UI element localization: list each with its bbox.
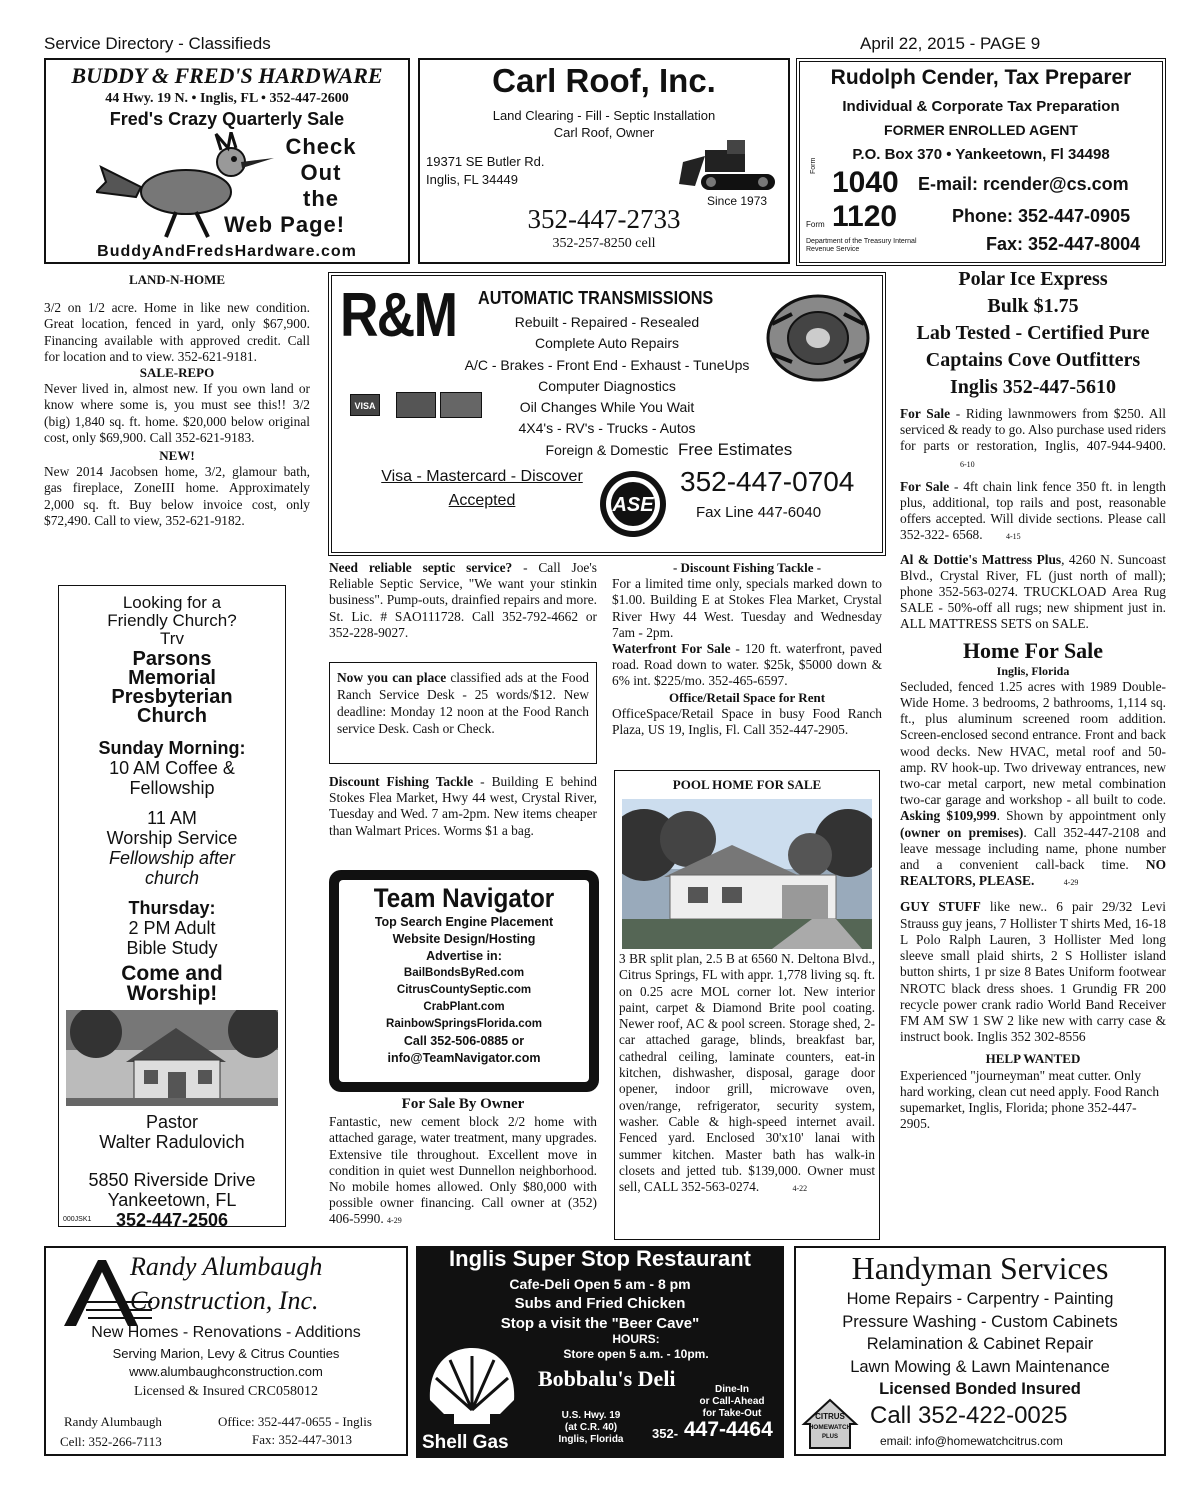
- inglis-dine-3: for Take-Out: [702, 1408, 762, 1419]
- date-page: April 22, 2015 - PAGE 9: [860, 34, 1041, 53]
- badge-plus: PLUS: [821, 1434, 838, 1440]
- handyman-call: Call 352-422-0025: [870, 1402, 1068, 1429]
- rudolph-fax: Fax: 352-447-8004: [986, 234, 1141, 254]
- carl-services: Land Clearing - Fill - Septic Installation: [492, 108, 716, 123]
- inglis-hours-label: HOURS:: [612, 1332, 660, 1346]
- inglis-hours: Store open 5 a.m. - 10pm.: [563, 1347, 709, 1361]
- out-line: Out: [300, 160, 342, 185]
- carl-title: Carl Roof, Inc.: [492, 62, 716, 99]
- waterfront-lead: Waterfront For Sale: [612, 641, 731, 657]
- fsbo-text: Fantastic, new cement block 2/2 home with attached garage, water treatment, many upgrades. Extensive tile throughout. Excellent move in condition in quiet west Dunnellon neighborhood. No mobile homes allowed. Only $80,000 with possible owner financing. Call owner at (352) 406-5990.: [329, 1114, 597, 1227]
- mowers-lead: For Sale: [900, 406, 951, 421]
- team-line-2: Website Design/Hosting: [392, 932, 536, 946]
- home-sale-text-3: . Call 352-447-2108 and leave message including name, phone number and a convenient call-back time.: [900, 824, 1166, 873]
- rm-title: AUTOMATIC TRANSMISSIONS: [478, 288, 714, 308]
- carl-owner: Carl Roof, Owner: [553, 125, 655, 140]
- randy-office: Office: 352-447-0655 - Inglis: [218, 1414, 372, 1429]
- land-n-home-text-3: New 2014 Jacobsen home, 3/2, glamour bath, gas fireplace, ZoneIII home. Approximately 2,000 sq. ft. Buy below invoice cost, only $72,490. Call to view, 352-621-9182.: [44, 464, 310, 528]
- home-sale-no-realtors: NO REALTORS, PLEASE.: [900, 857, 1166, 889]
- guy-stuff-lead: GUY STUFF: [900, 899, 981, 915]
- inglis-phone: 447-4464: [684, 1418, 773, 1441]
- rm-services: [442, 312, 772, 461]
- office-text: OfficeSpace/Retail Space in busy Food Ranch Plaza, US 19, Inglis, Fl. Call 352-447-2905.: [612, 705, 882, 738]
- inglis-super-stop-ad: [416, 1246, 784, 1458]
- church-thursday-2: Bible Study: [126, 938, 218, 958]
- team-line-6: CrabPlant.com: [423, 1001, 505, 1013]
- church-address-2: Yankeetown, FL: [107, 1190, 237, 1210]
- shell-gas: Shell Gas: [422, 1432, 509, 1453]
- rudolph-cender-ad: [796, 58, 1166, 266]
- land-n-home-text-2: Never lived in, almost new. If you own land or know where some is, you must see this!! 3/2 (big) 1,840 sq. ft. home. $20,000 below original cost, only $69,900. Call 352-621-9183.: [44, 381, 310, 445]
- church-thursday: Thursday:: [128, 898, 216, 918]
- polar-ice-ad: [898, 266, 1168, 401]
- church-looking: Looking for a: [122, 593, 222, 612]
- fence-code: 4-15: [1005, 532, 1021, 542]
- rudolph-title: Rudolph Cender, Tax Preparer: [830, 66, 1132, 89]
- church-name-1: Parsons: [132, 648, 212, 670]
- waterfront-text: - 120 ft. waterfront, paved road. Road down to water. $25k, $5000 down & 6% int. $225/mo. 352-465-6597.: [612, 641, 882, 689]
- church-sunday-3: 11 AM: [147, 808, 197, 828]
- fence-lead: For Sale: [900, 478, 950, 494]
- visa-card-icon: VISA: [350, 394, 380, 416]
- badge-citrus: CITRUS: [815, 1412, 845, 1421]
- discount-tackle-text: - Building E behind Stokes Flea Market, Hwy 44 west, Crystal River, Tuesday and Wed. 7 am-2pm. New items cheaper than Walmart Prices. Worms $1 a bag.: [329, 774, 597, 838]
- pool-code: 4-22: [792, 1184, 808, 1194]
- randy-fax: Fax: 352-447-3013: [252, 1432, 353, 1447]
- randy-alumbaugh-ad: [44, 1246, 408, 1456]
- pool-home-ad: [614, 770, 880, 1240]
- inglis-line-1: Cafe-Deli Open 5 am - 8 pm: [509, 1276, 691, 1292]
- rm-fax: Fax Line 447-6040: [696, 504, 822, 521]
- inglis-line-3: Stop a visit the "Beer Cave": [500, 1315, 700, 1332]
- rudolph-email: E-mail: rcender@cs.com: [918, 174, 1129, 194]
- randy-line-1: New Homes - Renovations - Additions: [91, 1324, 361, 1341]
- handyman-line-1: Home Repairs - Carpentry - Painting: [846, 1290, 1114, 1308]
- pool-home-photo: [622, 799, 872, 949]
- church-try: Trv: [160, 629, 184, 648]
- church-name-2: Memorial: [128, 667, 216, 689]
- team-line-5: CitrusCountySeptic.com: [396, 984, 532, 996]
- heading-land-n-home: LAND-N-HOME: [128, 272, 226, 287]
- team-line-1: Top Search Engine Placement: [374, 915, 554, 929]
- land-n-home-ads: [44, 270, 310, 535]
- polar-line-3: Lab Tested - Certified Pure: [916, 322, 1150, 344]
- handyman-title: Handyman Services: [851, 1250, 1109, 1286]
- home-sale-ask: Asking $109,999: [900, 808, 997, 824]
- citrus-homewatch-badge: [800, 1396, 860, 1452]
- rm-logo: R&M: [340, 281, 457, 350]
- church-name-3: Presbyterian: [111, 686, 233, 708]
- help-wanted-heading: HELP WANTED: [985, 1051, 1081, 1067]
- carl-since: Since 1973: [707, 194, 768, 208]
- rm-phone: 352-447-0704: [680, 466, 855, 497]
- right-column-ads: [900, 406, 1166, 1132]
- rm-service-5: Oil Changes While You Wait: [519, 399, 695, 416]
- home-sale-text: Secluded, fenced 1.25 acres with 1989 Double-Wide Home. 3 bedrooms, 2 bathrooms, 1,114 sq. ft., plus aluminum screened room addition. Screen-enclosed second entrance. Front and back wood decks. New HVAC, metal roof and 50-amp. RV hook-up. Two driveway entrances, new two-car metal carport, new metal combination two-car garage and workshop - all built to code.: [900, 678, 1166, 808]
- rm-free-estimates: Free Estimates: [678, 440, 793, 459]
- food-ranch-lead: Now you can place: [337, 670, 447, 685]
- check-line: Check: [285, 134, 357, 159]
- mastercard-icon: [440, 392, 482, 418]
- discount-tackle-1-text: For a limited time only, specials marked down to $1.00. Building E at Stokes Flea Market, Crystal River Hwy 44 West. Tuesday and Wednesday 7am - 2pm.: [612, 576, 882, 640]
- randy-cell: Cell: 352-266-7113: [60, 1434, 162, 1449]
- randy-line-4: Licensed & Insured CRC058012: [134, 1384, 318, 1399]
- heading-new: NEW!: [159, 448, 195, 464]
- randy-name-1: Randy Alumbaugh: [130, 1252, 323, 1281]
- section-title: Service Directory - Classifieds: [44, 34, 271, 53]
- rudolph-phone: Phone: 352-447-0905: [952, 206, 1131, 226]
- church-ad: [58, 585, 286, 1230]
- rm-service-3: A/C - Brakes - Front End - Exhaust - TuneUps: [464, 356, 750, 373]
- the-line: the: [303, 186, 339, 211]
- church-sunday-6: church: [144, 868, 200, 888]
- discount-tackle-ad-2: [329, 774, 597, 845]
- middle-column-ads: [612, 560, 882, 738]
- carl-roof-ad: [418, 58, 790, 264]
- shell-logo-icon: [424, 1344, 520, 1428]
- handyman-services-ad: [794, 1246, 1166, 1456]
- rm-service-7: Foreign & Domestic: [545, 441, 669, 458]
- polar-line-2: Bulk $1.75: [987, 295, 1079, 317]
- pool-text: 3 BR split plan, 2.5 B at 6560 N. Deltona Blvd., Citrus Springs, FL with appr. 1,778 living sq. ft. on 0.25 acre MOL corner lot. New interior paint, carpet & Diamond Brite pool coating. Newer roof, AC & pool screen. Storage shed, 2-car attached garage, blinds, breakfast bar, cathedral ceiling, laminate counters, eat-in kitchen, dishwasher, disposal, garage door opener, indoor grill, microwave oven, oven/range, refrigerator, security system, washer. Cable & high-speed internet avail. Fenced yard. Enclosed 30'x10' lanai with summer kitchen. Master bath has walk-in closets and jetted tub. $139,000. Owner must sell, CALL 352-563-0274.: [619, 951, 875, 1195]
- carl-cell: 352-257-8250 cell: [552, 236, 656, 251]
- badge-homewatch: HOMEWATCH: [808, 1424, 852, 1431]
- church-address-1: 5850 Riverside Drive: [88, 1170, 256, 1190]
- church-sunday-4: Worship Service: [106, 828, 238, 848]
- buddy-title: BUDDY & FRED'S HARDWARE: [71, 63, 383, 88]
- form-1040: 1040: [832, 166, 899, 199]
- team-line-9: info@TeamNavigator.com: [387, 1051, 541, 1065]
- church-sunday: Sunday Morning:: [98, 738, 246, 758]
- mattress-lead: Al & Dottie's Mattress Plus: [900, 551, 1062, 567]
- fsbo-code: 4-29: [387, 1216, 402, 1226]
- office-heading: Office/Retail Space for Rent: [668, 689, 826, 705]
- discover-card-icon: [396, 392, 436, 418]
- food-ranch-text: classified ads at the Food Ranch Service Desk - 25 words/$12. New deadline: Monday 12 noon at the Food Ranch service Desk. Cash or Check.: [337, 670, 589, 736]
- home-sale-text-2: . Shown by appointment only: [996, 808, 1166, 824]
- rm-transmissions-ad: [328, 272, 886, 556]
- carl-phone: 352-447-2733: [527, 204, 681, 234]
- polar-line-5: Inglis 352-447-5610: [949, 376, 1117, 398]
- inglis-line-2: Subs and Fried Chicken: [514, 1295, 686, 1312]
- buddy-sale: Fred's Crazy Quarterly Sale: [109, 109, 345, 129]
- septic-lead: Need reliable septic service?: [329, 560, 513, 575]
- septic-text: - Call Joe's Reliable Septic Service, "We want your stinkin business". Pump-outs, drainfied repairs and more. St. Lic. # SAO111728. Call 352-792-4662 or 352-228-9027.: [329, 560, 597, 640]
- rudolph-line1: Individual & Corporate Tax Preparation: [842, 98, 1120, 115]
- mattress-text: , 4260 N. Suncoast Blvd., Crystal River, FL (just north of mall); phone 352-563-0274. TRUCKLOAD Area Rug SALE - 50%-off all rugs; new shipment just in. ALL MATTRESS SETS on SALE.: [900, 551, 1166, 632]
- team-line-8: Call 352-506-0885 or: [403, 1034, 525, 1048]
- rm-service-1: Rebuilt - Repaired - Resealed: [514, 314, 700, 330]
- church-friendly: Friendly Church?: [107, 611, 237, 630]
- ase-text: ASE: [612, 494, 654, 516]
- rm-cards-1: Visa - Mastercard - Discover: [381, 468, 583, 485]
- inglis-addr-2: (at C.R. 40): [564, 1422, 618, 1433]
- carl-city: Inglis, FL 34449: [426, 172, 519, 187]
- mowers-code: 6-10: [960, 459, 975, 469]
- team-line-7: RainbowSpringsFlorida.com: [386, 1018, 542, 1030]
- guy-stuff-text: like new.. 6 pair 29/32 Levi Strauss guy jeans, 7 Hollister T shirts Med, 16-18 L Polo Ralph Lauren, 3 Hollister Med long sleeve small plaid shirts, 2 S Hollister island button shirts, 1 pr size 8 Bates Uniform footwear NROTC black dress shoes. 1 Grundig FR 200 recycle power crank radio World Band Receiver FM AM SW 1 SW 2 like new with carry case & instruct book. Inglis 352 302-8556: [900, 899, 1166, 1045]
- carl-street: 19371 SE Butler Rd.: [426, 154, 545, 169]
- fsbo-heading: For Sale By Owner: [401, 1096, 525, 1112]
- handyman-line-5: Licensed Bonded Insured: [879, 1380, 1081, 1398]
- form-word-2: Form: [806, 220, 825, 229]
- inglis-phone-prefix: 352-: [652, 1426, 679, 1441]
- team-line-4: BailBondsByRed.com: [403, 967, 525, 979]
- randy-contact-name: Randy Alumbaugh: [64, 1414, 162, 1429]
- buddy-address: 44 Hwy. 19 N. • Inglis, FL • 352-447-2600: [105, 91, 349, 106]
- buddy-url: BuddyAndFredsHardware.com: [97, 243, 357, 260]
- home-sale-sub: Inglis, Florida: [996, 663, 1070, 678]
- randy-line-3: www.alumbaughconstruction.com: [129, 1364, 323, 1379]
- team-navigator-ad: [329, 870, 599, 1092]
- rm-service-2: Complete Auto Repairs: [535, 335, 679, 352]
- mowers-text: - Riding lawnmowers from $250. All serviced & ready to go. Also purchase used riders for parts or restoration, Inglis, 407-944-9400.: [900, 406, 1166, 454]
- discount-tackle-heading: - Discount Fishing Tackle -: [672, 560, 822, 575]
- handyman-line-4: Lawn Mowing & Lawn Maintenance: [850, 1357, 1110, 1376]
- rm-cards-2: Accepted: [448, 492, 516, 509]
- form-1120: 1120: [832, 200, 898, 233]
- home-sale-code: 4-29: [1063, 878, 1079, 888]
- church-photo: [66, 1010, 278, 1106]
- irs-dept: Department of the Treasury Internal Revenue Service: [806, 238, 917, 253]
- food-ranch-notice: [329, 662, 597, 764]
- randy-line-2: Serving Marion, Levy & Citrus Counties: [112, 1346, 340, 1361]
- bobbalu-deli: Bobbalu's Deli: [538, 1366, 676, 1391]
- home-sale-heading: Home For Sale: [962, 637, 1104, 663]
- land-n-home-text-1: 3/2 on 1/2 acre. Home in like new condition. Great location, fenced in yard, only $67,900. Financing available with approved credit. Call for location and to view. 352-621-9181.: [44, 300, 310, 364]
- church-code: 000JSK1: [63, 1216, 92, 1223]
- inglis-title: Inglis Super Stop Restaurant: [449, 1246, 751, 1271]
- help-wanted-text: Experienced "journeyman" meat cutter. Only hard working, clean cut need apply. Food Ranch supemarket, Inglis, Florida; phone 352-447-2905.: [900, 1067, 1160, 1132]
- inglis-dine-2: or Call-Ahead: [699, 1396, 765, 1407]
- church-pastor-name: Walter Radulovich: [99, 1132, 245, 1152]
- rm-service-4: Computer Diagnostics: [538, 377, 676, 394]
- church-sunday-2: Fellowship: [129, 778, 215, 798]
- home-sale-owner: (owner on premises): [900, 824, 1024, 840]
- church-pastor: Pastor: [145, 1112, 199, 1132]
- church-worship: Worship!: [126, 982, 218, 1005]
- handyman-email: email: info@homewatchcitrus.com: [880, 1434, 1063, 1448]
- church-name-4: Church: [137, 705, 207, 727]
- fence-text: - 4ft chain link fence 350 ft. in length plus, additional, top rails and post, reasonable offers accepted. Will divide sections. Please call 352-322- 6568.: [900, 478, 1166, 543]
- church-thursday-1: 2 PM Adult: [128, 918, 216, 938]
- church-sunday-5: Fellowship after: [108, 848, 236, 868]
- inglis-addr-3: Inglis, Florida: [558, 1434, 624, 1445]
- buddy-check: [251, 134, 391, 212]
- for-sale-by-owner-ad: [329, 1096, 597, 1230]
- septic-ad: [329, 560, 597, 647]
- inglis-addr-1: U.S. Hwy. 19: [561, 1410, 621, 1421]
- randy-name-2: Construction, Inc.: [130, 1286, 319, 1315]
- handyman-line-3: Relamination & Cabinet Repair: [866, 1335, 1094, 1353]
- polar-line-1: Polar Ice Express: [958, 268, 1108, 290]
- handyman-line-2: Pressure Washing - Custom Cabinets: [842, 1312, 1118, 1331]
- rudolph-line2: FORMER ENROLLED AGENT: [884, 122, 1078, 138]
- heading-sale-repo: SALE-REPO: [139, 365, 215, 381]
- church-sunday-1: 10 AM Coffee &: [109, 758, 235, 778]
- bulldozer-icon: [675, 136, 785, 196]
- discount-tackle-lead: Discount Fishing Tackle: [329, 774, 474, 789]
- form-word-1: Form: [810, 157, 817, 174]
- ase-certified-icon: [598, 468, 668, 540]
- pool-heading: POOL HOME FOR SALE: [672, 777, 822, 792]
- inglis-dine-1: Dine-In: [715, 1384, 749, 1395]
- rm-service-6: 4X4's - RV's - Trucks - Autos: [518, 420, 696, 437]
- transmission-icon: [762, 284, 874, 392]
- polar-line-4: Captains Cove Outfitters: [925, 349, 1141, 371]
- church-phone: 352-447-2506: [115, 1210, 229, 1230]
- buddy-freds-ad: [44, 58, 410, 264]
- buddy-webpage: Web Page!: [224, 212, 346, 237]
- team-title: Team Navigator: [373, 883, 555, 913]
- rudolph-line3: P.O. Box 370 • Yankeetown, Fl 34498: [852, 146, 1110, 163]
- team-line-3: Advertise in:: [426, 949, 502, 963]
- church-come: Come and: [121, 962, 223, 985]
